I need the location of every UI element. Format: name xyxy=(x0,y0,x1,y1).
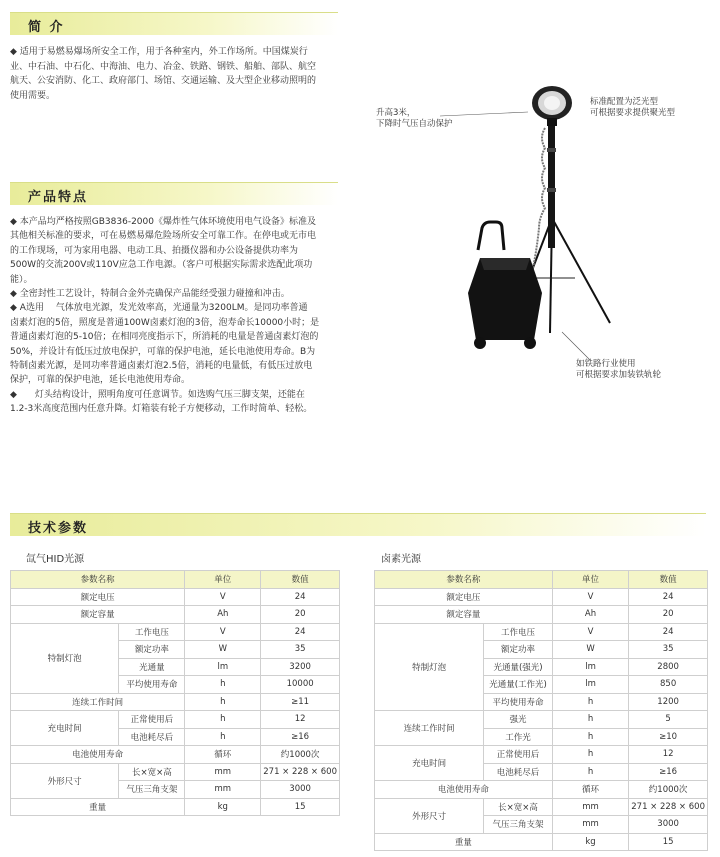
cell-param: 重量 xyxy=(11,798,185,816)
cell-value: 35 xyxy=(629,641,708,659)
cell-value: 20 xyxy=(629,606,708,624)
header-value: 数值 xyxy=(629,571,708,589)
features-line: 卤素灯泡的5倍，照度是普通100W卤素灯泡的3倍，泡寿命长10000小时；是 xyxy=(10,317,320,328)
header-param: 参数名称 xyxy=(375,571,553,589)
cell-group: 充电时间 xyxy=(375,746,484,781)
cell-param: 气压三角支架 xyxy=(484,816,553,834)
table-row xyxy=(375,623,708,641)
table-row xyxy=(11,588,340,606)
intro-line: 使用需要。 xyxy=(10,90,56,101)
cell-unit: 循环 xyxy=(185,746,261,764)
features-text xyxy=(10,215,360,417)
cell-param: 电池耗尽后 xyxy=(119,728,185,746)
table-row xyxy=(11,606,340,624)
cell-group: 特制灯泡 xyxy=(375,623,484,711)
cell-unit: mm xyxy=(185,763,261,781)
cell-unit: h xyxy=(552,746,628,764)
annotation-line: 标准配置为泛光型 xyxy=(590,97,659,107)
annotation-line: 可根据要求加装铁轨轮 xyxy=(576,370,662,380)
cell-param: 额定电压 xyxy=(375,588,553,606)
cell-param: 额定电压 xyxy=(11,588,185,606)
cell-param: 长×宽×高 xyxy=(119,763,185,781)
cell-param: 正常使用后 xyxy=(119,711,185,729)
cell-value: 3000 xyxy=(261,781,340,799)
header-unit: 单位 xyxy=(185,571,261,589)
cell-value: 15 xyxy=(261,798,340,816)
table-row xyxy=(11,746,340,764)
table-row xyxy=(375,798,708,816)
cell-unit: h xyxy=(552,728,628,746)
cell-unit: h xyxy=(552,693,628,711)
features-line: ◆ A选用 气体放电光源，发光效率高，光通量为3200LM。是同功率普通 xyxy=(10,303,308,314)
cell-value: 约1000次 xyxy=(261,746,340,764)
cell-value: 3200 xyxy=(261,658,340,676)
annotation-line: 可根据要求提供聚光型 xyxy=(590,108,676,118)
halogen-table-title: 卤素光源 xyxy=(381,554,421,565)
annotation-rail xyxy=(576,359,661,381)
cell-value: 10000 xyxy=(261,676,340,694)
cell-unit: W xyxy=(552,641,628,659)
hid-spec-table xyxy=(10,570,340,816)
cell-value: 271 × 228 × 600 xyxy=(261,763,340,781)
cell-group: 特制灯泡 xyxy=(11,623,119,693)
cell-value: 2800 xyxy=(629,658,708,676)
cell-value: ≥10 xyxy=(629,728,708,746)
cell-param: 额定容量 xyxy=(375,606,553,624)
cell-value: 1200 xyxy=(629,693,708,711)
cell-value: 5 xyxy=(629,711,708,729)
header-param: 参数名称 xyxy=(11,571,185,589)
cell-unit: V xyxy=(185,623,261,641)
cell-value: 约1000次 xyxy=(629,781,708,799)
cell-unit: h xyxy=(552,711,628,729)
cell-unit: h xyxy=(185,728,261,746)
table-row xyxy=(375,746,708,764)
cell-param: 电池使用寿命 xyxy=(375,781,553,799)
annotation-line: 升高3米， xyxy=(376,108,416,118)
cell-unit: W xyxy=(185,641,261,659)
cell-value: ≥11 xyxy=(261,693,340,711)
features-line: 50%，并设计有低压过放电保护，可靠的保护电池，延长电池使用寿命。B为 xyxy=(10,346,316,357)
cell-value: 3000 xyxy=(629,816,708,834)
cell-param: 长×宽×高 xyxy=(484,798,553,816)
intro-title: 简 介 xyxy=(28,20,65,35)
table-row xyxy=(11,798,340,816)
cell-param: 气压三角支架 xyxy=(119,781,185,799)
cell-value: 12 xyxy=(261,711,340,729)
annotation-lift-pointer xyxy=(440,110,530,122)
intro-line: 航天、公安消防、化工、政府部门、场馆、交通运输、及大型企业移动照明的 xyxy=(10,76,317,86)
table-row xyxy=(375,606,708,624)
table-row xyxy=(11,711,340,729)
features-title: 产品特点 xyxy=(28,190,89,205)
cell-unit: h xyxy=(185,676,261,694)
specs-section-bar xyxy=(10,513,706,536)
specs-title: 技术参数 xyxy=(28,521,89,536)
annotation-line: 如铁路行业使用 xyxy=(576,359,636,369)
cell-param: 平均使用寿命 xyxy=(484,693,553,711)
cell-value: ≥16 xyxy=(629,763,708,781)
cell-param: 光通量(强光) xyxy=(484,658,553,676)
table-row xyxy=(11,763,340,781)
table-header-row xyxy=(11,571,340,589)
features-line: 保护，可靠的保护电池，延长电池使用寿命。 xyxy=(10,375,191,386)
cell-unit: Ah xyxy=(552,606,628,624)
cell-value: 24 xyxy=(261,623,340,641)
cell-value: 20 xyxy=(261,606,340,624)
cell-group: 充电时间 xyxy=(11,711,119,746)
cell-unit: h xyxy=(552,763,628,781)
cell-value: 15 xyxy=(629,833,708,851)
cell-unit: Ah xyxy=(185,606,261,624)
intro-line: 业、中石油、中石化、中海油、电力、冶金、铁路、钢铁、船舶、部队、航空 xyxy=(10,61,317,72)
cell-param: 额定容量 xyxy=(11,606,185,624)
cell-unit: lm xyxy=(552,676,628,694)
cell-unit: 循环 xyxy=(552,781,628,799)
cell-value: 271 × 228 × 600 xyxy=(629,798,708,816)
cell-unit: V xyxy=(552,623,628,641)
cell-param: 重量 xyxy=(375,833,553,851)
header-unit: 单位 xyxy=(552,571,628,589)
features-line: 特制卤素光源，是同功率普通卤素灯泡2.5倍，消耗的电量低，有低压过放电 xyxy=(10,361,313,372)
cell-value: ≥16 xyxy=(261,728,340,746)
intro-section-bar xyxy=(10,12,338,35)
cell-param: 工作光 xyxy=(484,728,553,746)
features-line: 的工作现场，可为家用电器、电动工具、拍摄仪器和办公设备提供功率为 xyxy=(10,245,299,256)
features-line: 500W的交流200V或110V应急工作电源。（客户可根据实际需求选配此项功 xyxy=(10,260,313,271)
annotation-head xyxy=(590,97,675,119)
cell-param: 连续工作时间 xyxy=(11,693,185,711)
cell-unit: mm xyxy=(552,798,628,816)
cell-unit: mm xyxy=(552,816,628,834)
features-line: 1.2-3米高度范围内任意升降。灯箱装有轮子方便移动，工作时简单、轻松。 xyxy=(10,404,313,415)
cell-group: 外形尺寸 xyxy=(375,798,484,833)
cell-unit: lm xyxy=(552,658,628,676)
features-line: ◆ 灯头结构设计，照明角度可任意调节。如选购气压三脚支架，还能在 xyxy=(10,389,305,400)
cell-param: 正常使用后 xyxy=(484,746,553,764)
cell-unit: h xyxy=(185,693,261,711)
cell-unit: V xyxy=(185,588,261,606)
cell-unit: kg xyxy=(552,833,628,851)
cell-unit: V xyxy=(552,588,628,606)
intro-line: ◆ 适用于易燃易爆场所安全工作，用于各种室内，外工作场所。中国煤炭行 xyxy=(10,47,308,57)
features-line: ◆ 本产品均严格按照GB3836-2000《爆炸性气体环境使用电气设备》标准及 xyxy=(10,217,316,227)
features-line: ◆ 全密封性工艺设计，特制合金外壳确保产品能经受强力碰撞和冲击。 xyxy=(10,289,290,300)
table-row xyxy=(11,623,340,641)
cell-value: 24 xyxy=(629,588,708,606)
cell-unit: kg xyxy=(185,798,261,816)
table-row xyxy=(11,693,340,711)
annotation-line: 下降时气压自动保护 xyxy=(376,119,453,129)
features-line: 普通卤素灯泡的5-10倍；在相同亮度指示下，所消耗的电量是普通卤素灯泡的 xyxy=(10,332,319,343)
cell-unit: lm xyxy=(185,658,261,676)
table-row xyxy=(375,833,708,851)
table-header-row xyxy=(375,571,708,589)
intro-text xyxy=(10,45,350,103)
cell-param: 光通量(工作光) xyxy=(484,676,553,694)
halogen-spec-table xyxy=(374,570,708,851)
features-line: 能）。 xyxy=(10,274,33,285)
cell-param: 电池使用寿命 xyxy=(11,746,185,764)
cell-value: 12 xyxy=(629,746,708,764)
hid-table-title: 氙气HID光源 xyxy=(26,554,85,565)
cell-unit: mm xyxy=(185,781,261,799)
cell-value: 850 xyxy=(629,676,708,694)
features-line: 其他相关标准的要求，可在易燃易爆危险场所安全可靠工作。在停电或无市电 xyxy=(10,231,317,242)
header-value: 数值 xyxy=(261,571,340,589)
table-row xyxy=(375,711,708,729)
annotation-rail-pointer xyxy=(560,330,600,362)
cell-param: 额定功率 xyxy=(119,641,185,659)
table-row xyxy=(375,781,708,799)
cell-param: 额定功率 xyxy=(484,641,553,659)
cell-param: 平均使用寿命 xyxy=(119,676,185,694)
cell-value: 35 xyxy=(261,641,340,659)
cell-value: 24 xyxy=(629,623,708,641)
cell-param: 工作电压 xyxy=(484,623,553,641)
cell-param: 光通量 xyxy=(119,658,185,676)
cell-unit: h xyxy=(185,711,261,729)
cell-param: 工作电压 xyxy=(119,623,185,641)
cell-group: 连续工作时间 xyxy=(375,711,484,746)
cell-value: 24 xyxy=(261,588,340,606)
features-section-bar xyxy=(10,182,338,205)
cell-param: 强光 xyxy=(484,711,553,729)
cell-group: 外形尺寸 xyxy=(11,763,119,798)
cell-param: 电池耗尽后 xyxy=(484,763,553,781)
table-row xyxy=(375,588,708,606)
